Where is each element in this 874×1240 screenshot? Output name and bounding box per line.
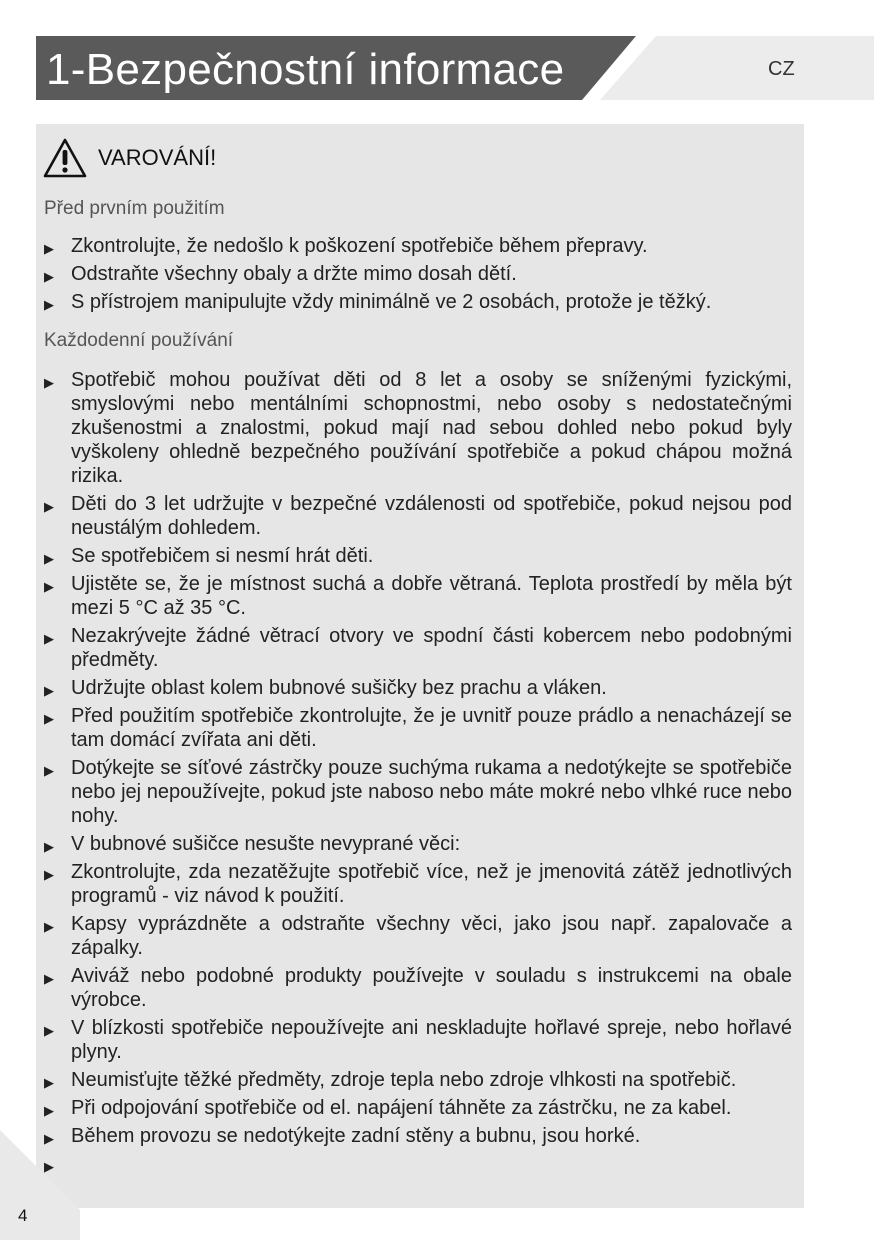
page-number: 4 [18,1206,28,1225]
bullet-icon: ▶ [44,1075,54,1090]
bullet-icon: ▶ [44,551,54,566]
list-first-use [40,234,792,318]
bullet-icon: ▶ [44,1023,54,1038]
bullet-icon: ▶ [44,579,54,594]
warning-header [42,134,216,182]
list-item: ▶ Během provozu se nedotýkejte zadní stěny a bubnu, jsou horké. [40,1124,792,1148]
bullet-icon: ▶ [44,839,54,854]
bullet-icon: ▶ [44,711,54,726]
list-item: ▶ Ujistěte se, že je místnost suchá a dobře větraná. Teplota prostředí by měla být mezi 5 °C až 35 °C. [44,573,792,619]
bullet-icon: ▶ [44,683,54,698]
bullet-icon: ▶ [44,241,54,256]
bullet-icon: ▶ [44,1131,54,1146]
warning-label: VAROVÁNÍ! [98,145,217,170]
bullet-icon: ▶ [44,919,54,934]
bullet-icon: ▶ [44,763,54,778]
bullet-icon: ▶ [44,499,54,514]
list-item: ▶ Zkontrolujte, zda nezatěžujte spotřebič více, než je jmenovitá zátěž jednotlivých programů - viz návod k použití. [44,861,792,907]
list-item: ▶ Aviváž nebo podobné produkty používejte v souladu s instrukcemi na obale výrobce. [44,965,792,1011]
list-item: ▶ Při odpojování spotřebiče od el. napájení táhněte za zástrčku, ne za kabel. [40,1096,792,1120]
list-item: ▶ Neumisťujte těžké předměty, zdroje tepla nebo zdroje vlhkosti na spotřebič. [40,1068,792,1092]
bullet-icon: ▶ [44,1159,54,1174]
list-item: ▶ Spotřebič mohou používat děti od 8 let a osoby se sníženými fyzickými, smyslovými nebo mentálními schopnostmi, nebo osoby s nedostatečnými zkušenostmi a znalostmi, pokud mají nad sebou dohled nebo pokud byly vyškoleny ohledně bezpečného používání spotřebiče a pokud chápou možná rizika. [44,369,792,487]
list-item: ▶ V blízkosti spotřebiče nepoužívejte ani neskladujte hořlavé spreje, nebo hořlavé plyny. [44,1017,792,1063]
language-code: CZ [768,58,795,80]
list-item: ▶ Zkontrolujte, že nedošlo k poškození spotřebiče během přepravy. [40,234,792,258]
list-item: ▶ Děti do 3 let udržujte v bezpečné vzdálenosti od spotřebiče, pokud nejsou pod neustálým dohledem. [44,493,792,539]
page-corner-decoration [0,1130,80,1240]
list-item: ▶ Nezakrývejte žádné větrací otvory ve spodní části kobercem nebo podobnými předměty. [44,625,792,671]
list-item: ▶ Kapsy vyprázdněte a odstraňte všechny věci, jako jsou např. zapalovače a zápalky. [44,913,792,959]
list-item: ▶ V bubnové sušičce nesušte nevyprané věci: [40,832,792,856]
list-item: ▶ Se spotřebičem si nesmí hrát děti. [40,544,792,568]
bullet-icon: ▶ [44,971,54,986]
bullet-icon: ▶ [44,631,54,646]
section-heading-daily-use: Každodenní používání [44,330,234,351]
bullet-icon: ▶ [44,867,54,882]
list-item: ▶ Před použitím spotřebiče zkontrolujte, že je uvnitř pouze prádlo a nenacházejí se tam domácí zvířata ani děti. [44,705,792,751]
warning-triangle-icon [42,137,88,179]
list-item: ▶ Udržujte oblast kolem bubnové sušičky bez prachu a vláken. [40,676,792,700]
list-item: ▶ Odstraňte všechny obaly a držte mimo dosah dětí. [40,262,792,286]
header-decoration [600,36,874,100]
bullet-icon: ▶ [44,375,54,390]
bullet-icon: ▶ [44,269,54,284]
list-daily-use [40,368,792,1174]
bullet-icon: ▶ [44,1103,54,1118]
bullet-icon: ▶ [44,297,54,312]
section-heading-first-use: Před prvním použitím [44,198,225,219]
list-item: ▶ Dotýkejte se síťové zástrčky pouze suchýma rukama a nedotýkejte se spotřebiče nebo jej nepoužívejte, pokud jste naboso nebo máte mokré nebo vlhké ruce nebo nohy. [44,757,792,827]
list-item: ▶ S přístrojem manipulujte vždy minimálně ve 2 osobách, protože je těžký. [40,290,792,314]
page-title: 1-Bezpečnostní informace [46,45,565,94]
